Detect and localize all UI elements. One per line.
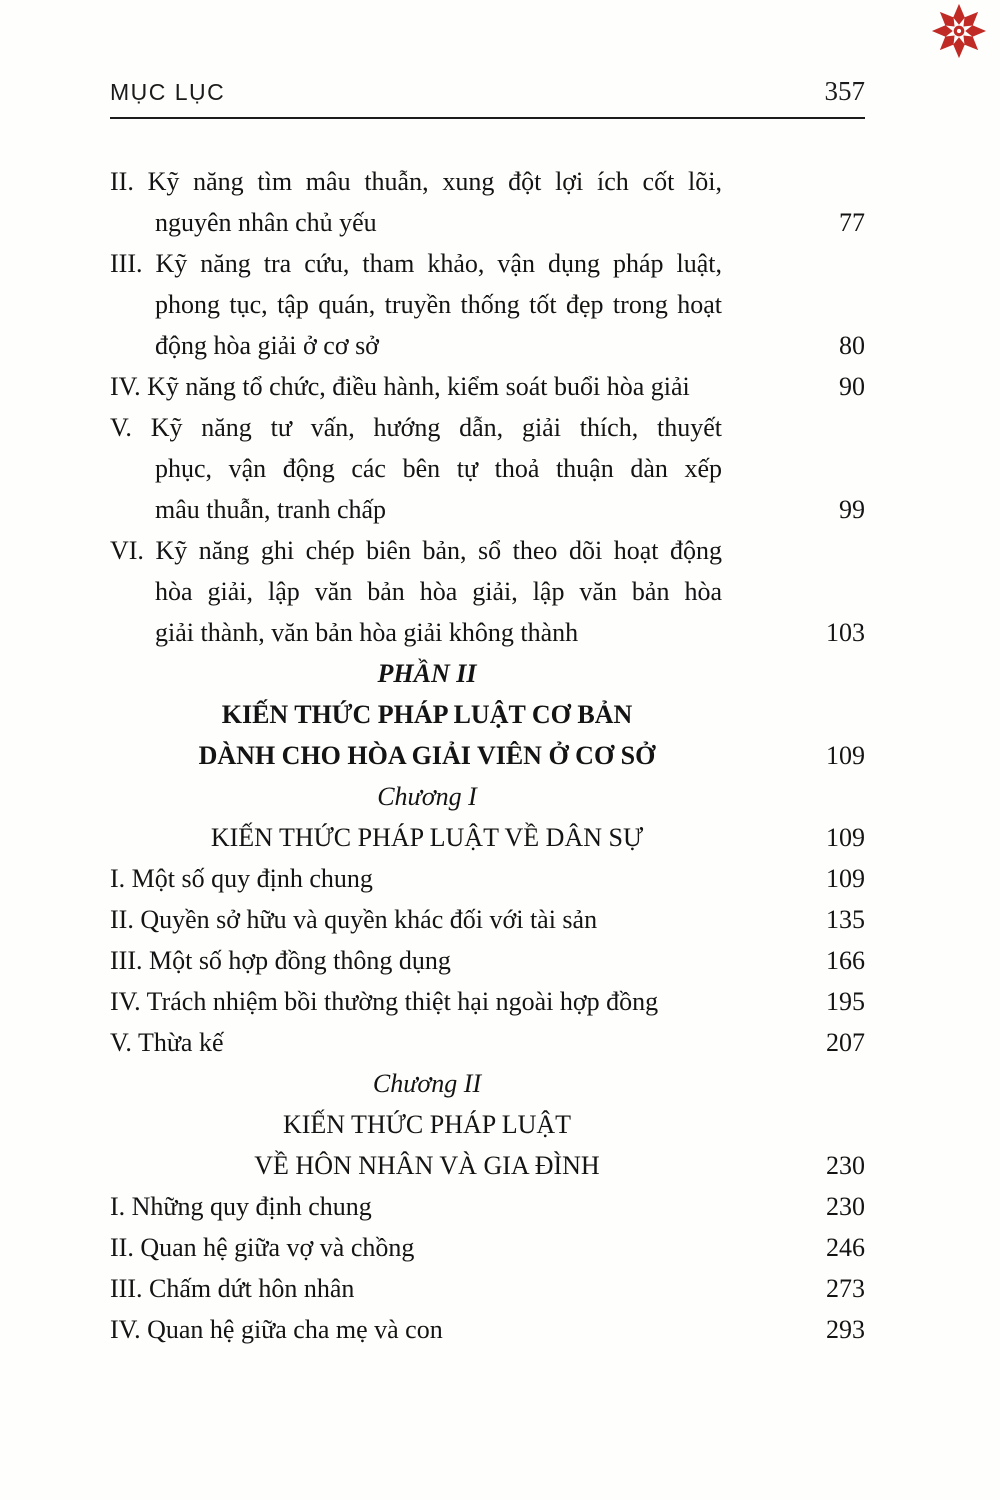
toc-entry-line <box>110 489 865 530</box>
toc-entry-text: IV. Trách nhiệm bồi thường thiệt hại ngoài hợp đồng <box>110 987 659 1016</box>
toc-heading-text: Chương I <box>377 782 477 811</box>
toc-page-number: 293 <box>826 1315 865 1344</box>
toc-heading-text: DÀNH CHO HÒA GIẢI VIÊN Ở CƠ SỞ <box>198 741 656 770</box>
toc-page-number: 230 <box>826 1192 865 1221</box>
toc-entry-text: III. Chấm dứt hôn nhân <box>110 1274 355 1303</box>
toc-entry-line <box>110 981 865 1022</box>
toc-entry-text: I. Một số quy định chung <box>110 864 373 893</box>
toc-entry-line <box>110 1309 865 1350</box>
toc-heading-text: Chương II <box>372 1069 482 1098</box>
toc-page-number: 195 <box>826 987 865 1016</box>
toc-page-number: 166 <box>826 946 865 975</box>
toc-heading-text: KIẾN THỨC PHÁP LUẬT <box>282 1110 572 1139</box>
toc-entry-text: nguyên nhân chủ yếu <box>155 208 377 237</box>
toc-entry-line <box>110 1022 865 1063</box>
toc-heading-row <box>110 776 865 817</box>
toc-entry-text: V. Kỹ năng tư vấn, hướng dẫn, giải thích, thuyết <box>110 413 722 442</box>
toc-entry-text: IV. Kỹ năng tổ chức, điều hành, kiểm soát buổi hòa giải <box>110 372 690 401</box>
toc-entry-line <box>110 325 865 366</box>
toc-heading-row <box>110 653 865 694</box>
toc-entry-text: III. Kỹ năng tra cứu, tham khảo, vận dụng pháp luật, <box>110 249 722 278</box>
toc-entry-line <box>110 940 865 981</box>
toc-page-number: 207 <box>826 1028 865 1057</box>
toc-entry-text: IV. Quan hệ giữa cha mẹ và con <box>110 1315 443 1344</box>
toc-heading-row <box>110 1104 865 1145</box>
toc-page-number: 99 <box>839 495 865 524</box>
toc-page-number: 230 <box>826 1151 865 1180</box>
toc-heading-text: PHẦN II <box>377 659 477 688</box>
toc-heading-row <box>110 817 865 858</box>
toc-page-number: 273 <box>826 1274 865 1303</box>
toc-page-number: 246 <box>826 1233 865 1262</box>
toc-heading-row <box>110 1063 865 1104</box>
toc-entry-text: phong tục, tập quán, truyền thống tốt đẹp trong hoạt <box>155 290 722 319</box>
toc-entry-text: II. Quan hệ giữa vợ và chồng <box>110 1233 415 1262</box>
toc-page-number: 109 <box>826 823 865 852</box>
toc-entry-line <box>110 202 865 243</box>
toc-entry-text: mâu thuẫn, tranh chấp <box>155 495 387 524</box>
toc-entry-line <box>110 448 865 489</box>
toc-entry-text: giải thành, văn bản hòa giải không thành <box>155 618 579 647</box>
toc-entry-line <box>110 571 865 612</box>
toc-entry-line <box>110 1268 865 1309</box>
toc-page-number: 80 <box>839 331 865 360</box>
toc-heading-text: VỀ HÔN NHÂN VÀ GIA ĐÌNH <box>254 1151 600 1180</box>
toc-entry-text: V. Thừa kế <box>110 1028 224 1057</box>
toc-entry-line <box>110 243 865 284</box>
toc-heading-text: KIẾN THỨC PHÁP LUẬT VỀ DÂN SỰ <box>210 823 644 852</box>
toc-entry-line <box>110 284 865 325</box>
toc-entry-line <box>110 1227 865 1268</box>
toc-entry-text: II. Kỹ năng tìm mâu thuẫn, xung đột lợi ích cốt lõi, <box>110 167 722 196</box>
toc-heading-row <box>110 1145 865 1186</box>
toc-page-number: 103 <box>826 618 865 647</box>
toc-page-number: 90 <box>839 372 865 401</box>
page-header-number: 357 <box>824 76 865 106</box>
publisher-emblem-icon <box>930 2 988 60</box>
toc-page-number: 135 <box>826 905 865 934</box>
toc-entry-line <box>110 1186 865 1227</box>
toc-page-number: 109 <box>826 864 865 893</box>
toc-entry-text: I. Những quy định chung <box>110 1192 372 1221</box>
page-header <box>110 76 865 119</box>
toc-page-number: 77 <box>839 208 865 237</box>
toc-heading-row <box>110 694 865 735</box>
toc-entry-line <box>110 366 865 407</box>
toc-entry-line <box>110 161 865 202</box>
toc-entry-text: III. Một số hợp đồng thông dụng <box>110 946 451 975</box>
toc-entry-text: VI. Kỹ năng ghi chép biên bản, sổ theo dõi hoạt động <box>110 536 722 565</box>
toc-entry-text: II. Quyền sở hữu và quyền khác đối với tài sản <box>110 905 598 934</box>
toc-entry-line <box>110 858 865 899</box>
toc-entry-text: phục, vận động các bên tự thoả thuận dàn xếp <box>155 454 722 483</box>
toc-entry-line <box>110 899 865 940</box>
toc-entry-line <box>110 612 865 653</box>
toc-entry-text: hòa giải, lập văn bản hòa giải, lập văn bản hòa <box>155 577 722 606</box>
toc-page-number: 109 <box>826 741 865 770</box>
toc-list <box>110 161 865 1350</box>
page-header-title: MỤC LỤC <box>110 79 226 105</box>
toc-heading-text: KIẾN THỨC PHÁP LUẬT CƠ BẢN <box>221 700 633 729</box>
toc-heading-row <box>110 735 865 776</box>
toc-entry-line <box>110 530 865 571</box>
toc-entry-line <box>110 407 865 448</box>
toc-entry-text: động hòa giải ở cơ sở <box>155 331 379 360</box>
